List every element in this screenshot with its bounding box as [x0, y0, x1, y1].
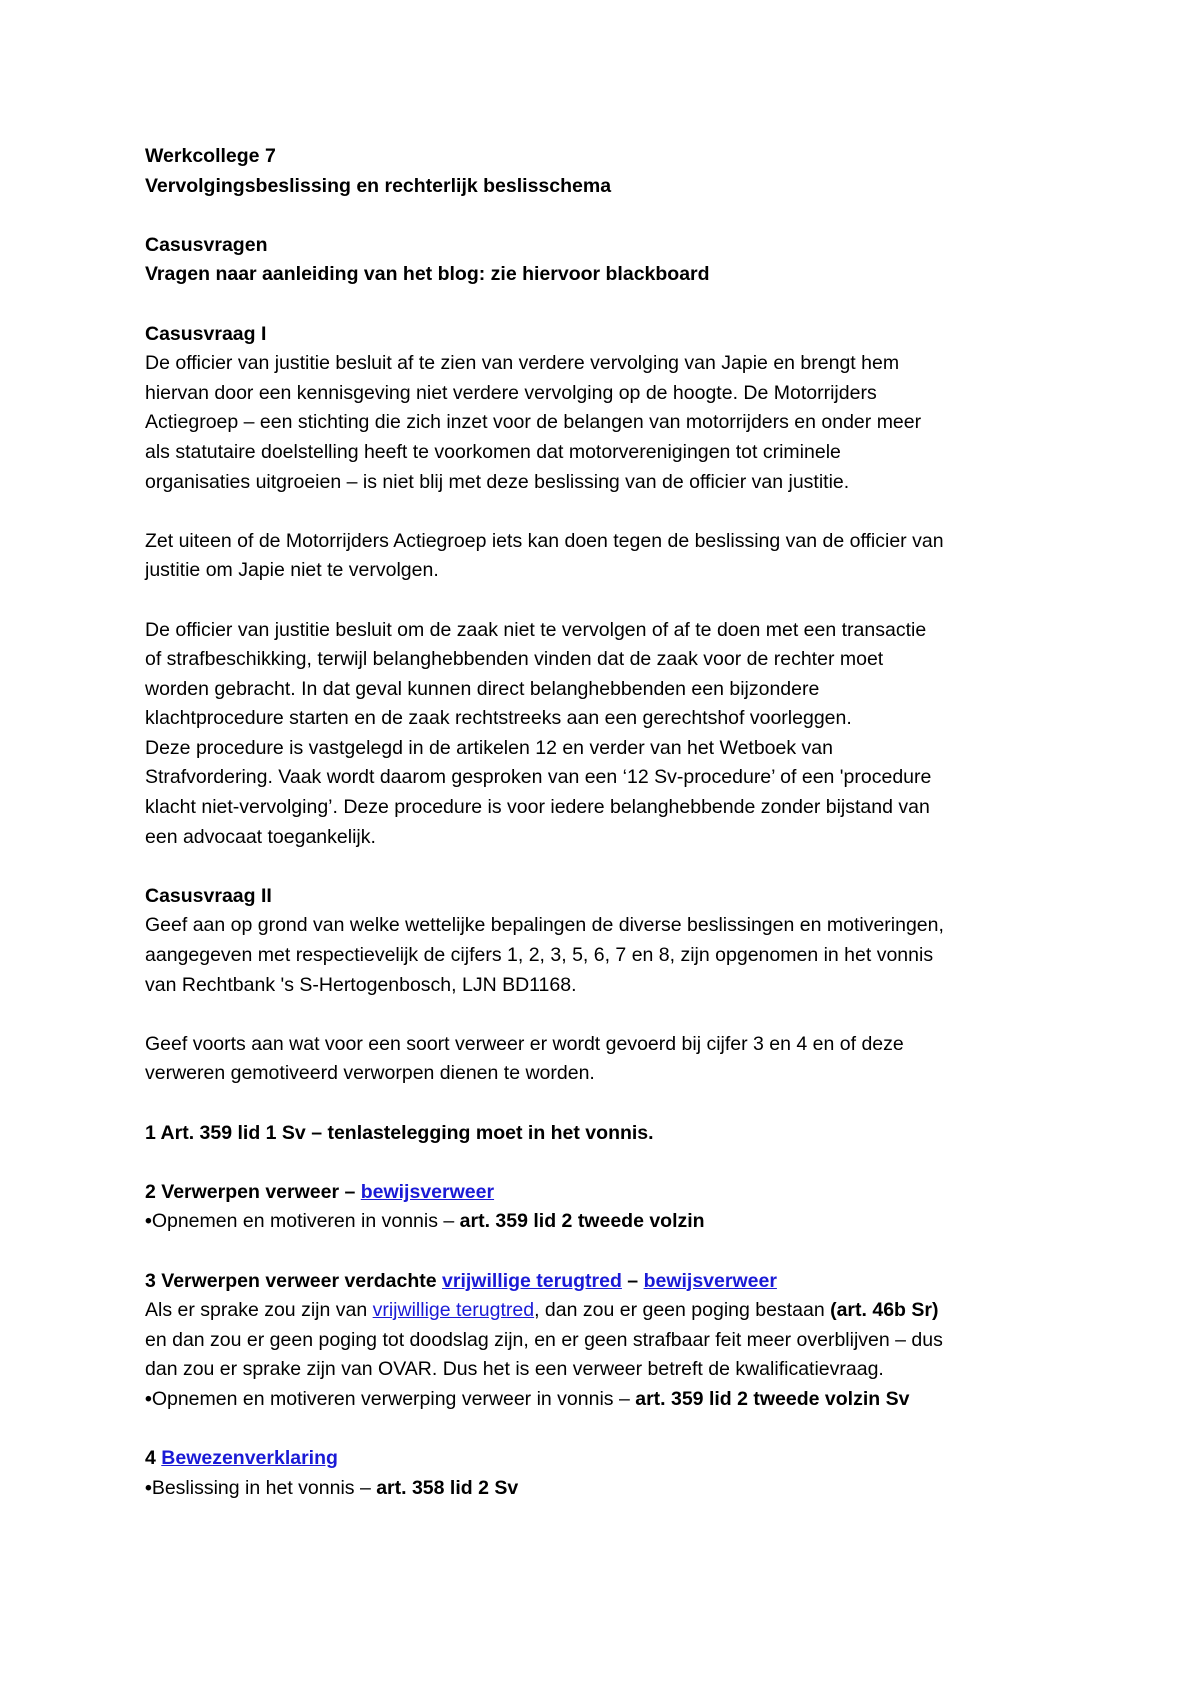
item-4-heading — [145, 1444, 1065, 1474]
casusvraag-1-answer-line: of strafbeschikking, terwijl belanghebbenden vinden dat de zaak voor de rechter moet — [145, 648, 884, 671]
item-2-prefix: 2 Verwerpen verweer – — [145, 1180, 361, 1203]
item-3-heading — [145, 1267, 1065, 1297]
spacer — [145, 201, 1065, 231]
casusvraag-2-line: Geef aan op grond van welke wettelijke bepalingen de diverse beslissingen en motiveringen, — [145, 914, 944, 937]
casusvraag-1-answer-line: klachtprocedure starten en de zaak rechtstreeks aan een gerechtshof voorleggen. — [145, 707, 852, 730]
casusvraag-1-answer-line: Deze procedure is vastgelegd in de artikelen 12 en verder van het Wetboek van — [145, 736, 833, 759]
spacer — [145, 1237, 1065, 1267]
casusvraag-1-question-line: Zet uiteen of de Motorrijders Actiegroep iets kan doen tegen de beslissing van de officier van — [145, 529, 944, 552]
document-subtitle: Vervolgingsbeslissing en rechterlijk beslisschema — [145, 174, 612, 197]
item-2-bullet — [145, 1207, 1065, 1237]
item-3-body-b: , dan zou er geen poging bestaan — [534, 1299, 831, 1322]
spacer — [145, 1000, 1065, 1030]
spacer — [145, 586, 1065, 616]
casusvraag-1-question-line: justitie om Japie niet te vervolgen. — [145, 559, 439, 582]
casusvraag-2-followup-line: Geef voorts aan wat voor een soort verweer er wordt gevoerd bij cijfer 3 en 4 en of deze — [145, 1032, 904, 1055]
bullet-icon: • — [145, 1210, 152, 1233]
casusvraag-1-heading: Casusvraag I — [145, 322, 267, 345]
item-3-body-a: Als er sprake zou zijn van — [145, 1299, 373, 1322]
item-2-heading — [145, 1178, 1065, 1208]
casusvraag-2-heading: Casusvraag II — [145, 884, 272, 907]
item-3-body-line — [145, 1296, 1065, 1326]
item-3-prefix: 3 Verwerpen verweer verdachte — [145, 1269, 443, 1292]
item-3-body-line: en dan zou er geen poging tot doodslag zijn, en er geen strafbaar feit meer overblijven – dus — [145, 1328, 943, 1351]
item-1-heading: 1 Art. 359 lid 1 Sv – tenlastelegging moet in het vonnis. — [145, 1121, 654, 1144]
casusvraag-1-answer-line: Strafvordering. Vaak wordt daarom gesproken van een ‘12 Sv-procedure’ of een 'procedure — [145, 766, 932, 789]
section-subheading-blog: Vragen naar aanleiding van het blog: zie hiervoor blackboard — [145, 263, 710, 286]
item-3-bullet — [145, 1385, 1065, 1415]
casusvraag-1-answer-line: klacht niet-vervolging’. Deze procedure is voor iedere belanghebbende zonder bijstand van — [145, 796, 930, 819]
spacer — [145, 497, 1065, 527]
bullet-icon: • — [145, 1476, 152, 1499]
item-4-bullet — [145, 1474, 1065, 1504]
casusvraag-2-followup-line: verweren gemotiveerd verworpen dienen te worden. — [145, 1062, 595, 1085]
spacer — [145, 290, 1065, 320]
casusvraag-1-answer-line: De officier van justitie besluit om de zaak niet te vervolgen of af te doen met een transactie — [145, 618, 927, 641]
casusvraag-1-answer-line: worden gebracht. In dat geval kunnen direct belanghebbenden een bijzondere — [145, 677, 820, 700]
item-3-body-article: (art. 46b Sr) — [830, 1299, 939, 1322]
link-vrijwillige-terugtred[interactable]: vrijwillige terugtred — [442, 1269, 622, 1292]
item-3-dash: – — [621, 1269, 644, 1292]
link-bewijsverweer[interactable]: bewijsverweer — [643, 1269, 777, 1292]
casusvraag-1-line: De officier van justitie besluit af te zien van verdere vervolging van Japie en brengt hem — [145, 352, 900, 375]
item-4-bullet-article: art. 358 lid 2 Sv — [376, 1476, 519, 1499]
item-2-bullet-article: art. 359 lid 2 tweede volzin — [459, 1210, 705, 1233]
spacer — [145, 1148, 1065, 1178]
link-bewijsverweer[interactable]: bewijsverweer — [360, 1180, 495, 1203]
item-3-bullet-article: art. 359 lid 2 tweede volzin Sv — [635, 1387, 910, 1410]
spacer — [145, 852, 1065, 882]
document-page — [145, 142, 1065, 1503]
section-heading-casusvragen: Casusvragen — [145, 233, 268, 256]
casusvraag-1-line: Actiegroep – een stichting die zich inzet voor de belangen van motorrijders en onder meer — [145, 411, 922, 434]
spacer — [145, 1415, 1065, 1445]
item-3-body-line: dan zou er sprake zijn van OVAR. Dus het is een verweer betreft de kwalificatievraag. — [145, 1358, 884, 1381]
casusvraag-1-line: hiervan door een kennisgeving niet verdere vervolging op de hoogte. De Motorrijders — [145, 381, 877, 404]
item-3-bullet-text: Opnemen en motiveren verwerping verweer in vonnis – — [151, 1387, 636, 1410]
item-4-prefix: 4 — [145, 1447, 162, 1470]
link-vrijwillige-terugtred-inline[interactable]: vrijwillige terugtred — [372, 1299, 535, 1322]
casusvraag-2-line: van Rechtbank 's S-Hertogenbosch, LJN BD1168. — [145, 973, 577, 996]
casusvraag-1-answer-line: een advocaat toegankelijk. — [145, 825, 376, 848]
item-4-bullet-text: Beslissing in het vonnis – — [151, 1476, 377, 1499]
casusvraag-1-line: organisaties uitgroeien – is niet blij met deze beslissing van de officier van justitie. — [145, 470, 850, 493]
casusvraag-1-line: als statutaire doelstelling heeft te voorkomen dat motorverenigingen tot criminele — [145, 440, 841, 463]
document-title: Werkcollege 7 — [145, 145, 276, 167]
item-2-bullet-text: Opnemen en motiveren in vonnis – — [151, 1210, 460, 1233]
bullet-icon: • — [145, 1387, 152, 1410]
casusvraag-2-line: aangegeven met respectievelijk de cijfers 1, 2, 3, 5, 6, 7 en 8, zijn opgenomen in het vonnis — [145, 944, 934, 967]
link-bewezenverklaring[interactable]: Bewezenverklaring — [161, 1447, 338, 1470]
spacer — [145, 1089, 1065, 1119]
